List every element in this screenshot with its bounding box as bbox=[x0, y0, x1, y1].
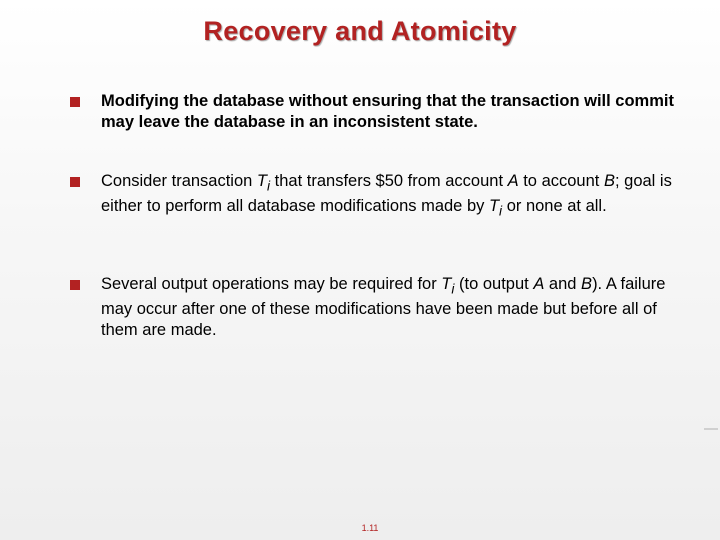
bullet-3-text-part: and bbox=[544, 275, 582, 293]
bullet-2-text-part: ; goal is either to perform all database modifications made by bbox=[101, 172, 672, 216]
bullet-3-text-part: Several output operations may be required for bbox=[101, 275, 442, 293]
square-bullet-icon bbox=[70, 177, 80, 187]
transaction-var: $T_i$ bbox=[488, 197, 503, 219]
bullet-3-text-part: ). A failure may occur after one of these modifications have been made but before all of them are made. bbox=[101, 275, 666, 340]
bullet-2-text-part: Consider transaction bbox=[101, 172, 257, 190]
bullet-3-text-part: (to output bbox=[454, 275, 534, 293]
account-var: B bbox=[581, 275, 593, 293]
transaction-var: $T_i$ bbox=[256, 172, 271, 194]
page-number: 1.11 bbox=[361, 523, 379, 533]
account-var: B bbox=[603, 172, 615, 190]
square-bullet-icon bbox=[70, 280, 80, 290]
edge-divider bbox=[704, 428, 718, 430]
bullet-2-text-part: that transfers $50 from account bbox=[270, 172, 508, 190]
transaction-var: $T_i$ bbox=[441, 275, 455, 297]
bullet-item-2 bbox=[101, 171, 676, 222]
account-var: A bbox=[533, 275, 545, 293]
square-bullet-icon bbox=[70, 97, 80, 107]
bullet-2-text-part: to account bbox=[518, 172, 604, 190]
bullet-1-text: Modifying the database without ensuring that the transaction will commit may leave the database in an inconsistent state. bbox=[101, 92, 674, 131]
account-var: A bbox=[507, 172, 519, 190]
bullet-2-text-part: or none at all. bbox=[502, 197, 607, 216]
bullet-item-3 bbox=[101, 274, 676, 341]
bullet-item-1 bbox=[101, 91, 676, 133]
slide-title: Recovery and Atomicity bbox=[203, 16, 517, 46]
